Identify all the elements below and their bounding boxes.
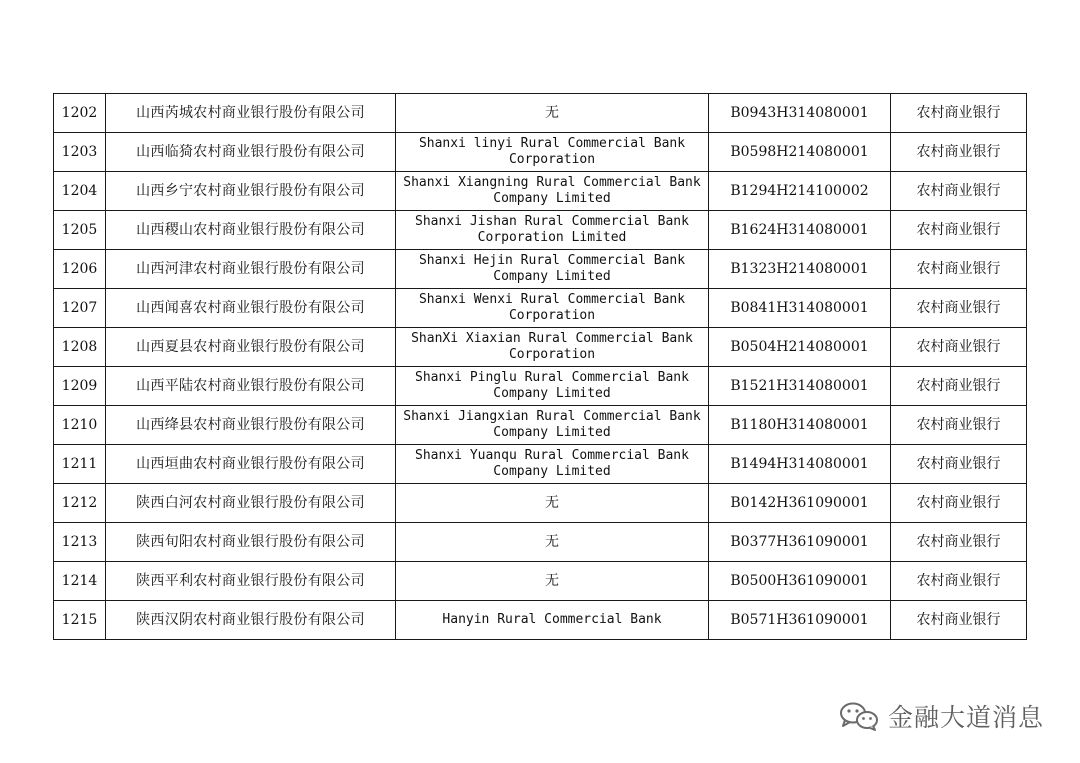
institution-code-cell: B1521H314080001 xyxy=(709,367,891,406)
institution-type-cell: 农村商业银行 xyxy=(891,211,1027,250)
institution-type-cell: 农村商业银行 xyxy=(891,406,1027,445)
institution-type-cell: 农村商业银行 xyxy=(891,367,1027,406)
bank-list-table xyxy=(53,93,1027,640)
bank-name-en-line-1: 无 xyxy=(545,573,559,589)
table-body xyxy=(54,94,1027,640)
bank-name-en-cell xyxy=(396,601,709,640)
bank-name-en-line-1: Shanxi Pinglu Rural Commercial Bank xyxy=(415,370,689,385)
table-row xyxy=(54,367,1027,406)
table-row xyxy=(54,133,1027,172)
bank-name-en-cell xyxy=(396,406,709,445)
row-number-cell: 1204 xyxy=(54,172,106,211)
bank-name-cn-cell: 山西夏县农村商业银行股份有限公司 xyxy=(106,328,396,367)
row-number-cell: 1203 xyxy=(54,133,106,172)
row-number-cell: 1202 xyxy=(54,94,106,133)
institution-code-cell: B0504H214080001 xyxy=(709,328,891,367)
table-row xyxy=(54,445,1027,484)
bank-name-en-line-1: Shanxi Jiangxian Rural Commercial Bank xyxy=(403,409,701,424)
institution-code-cell: B0377H361090001 xyxy=(709,523,891,562)
institution-code-cell: B1180H314080001 xyxy=(709,406,891,445)
bank-name-en-cell xyxy=(396,367,709,406)
bank-name-cn-cell: 山西河津农村商业银行股份有限公司 xyxy=(106,250,396,289)
row-number-cell: 1213 xyxy=(54,523,106,562)
institution-type-cell: 农村商业银行 xyxy=(891,523,1027,562)
row-number-cell: 1210 xyxy=(54,406,106,445)
bank-name-en-cell xyxy=(396,445,709,484)
row-number-cell: 1209 xyxy=(54,367,106,406)
table-row xyxy=(54,250,1027,289)
bank-name-en-cell xyxy=(396,289,709,328)
bank-name-cn-cell: 山西乡宁农村商业银行股份有限公司 xyxy=(106,172,396,211)
institution-type-cell: 农村商业银行 xyxy=(891,562,1027,601)
table-row xyxy=(54,484,1027,523)
institution-code-cell: B1624H314080001 xyxy=(709,211,891,250)
bank-name-cn-cell: 山西稷山农村商业银行股份有限公司 xyxy=(106,211,396,250)
bank-name-en-line-2: Company Limited xyxy=(493,386,611,401)
bank-name-en-line-1: Hanyin Rural Commercial Bank xyxy=(442,612,662,627)
bank-name-en-cell xyxy=(396,562,709,601)
bank-name-en-line-1: Shanxi Yuanqu Rural Commercial Bank xyxy=(415,448,689,463)
row-number-cell: 1208 xyxy=(54,328,106,367)
institution-type-cell: 农村商业银行 xyxy=(891,484,1027,523)
bank-name-en-line-2: Corporation Limited xyxy=(477,230,627,245)
bank-name-en-line-2: Company Limited xyxy=(493,464,611,479)
institution-type-cell: 农村商业银行 xyxy=(891,601,1027,640)
watermark xyxy=(838,696,1044,736)
bank-name-cn-cell: 山西临猗农村商业银行股份有限公司 xyxy=(106,133,396,172)
bank-name-en-line-2: Corporation xyxy=(508,347,596,362)
bank-name-en-cell xyxy=(396,250,709,289)
bank-name-en-line-2: Corporation xyxy=(508,308,596,323)
institution-type-cell: 农村商业银行 xyxy=(891,445,1027,484)
table-row xyxy=(54,601,1027,640)
institution-type-cell: 农村商业银行 xyxy=(891,94,1027,133)
bank-name-cn-cell: 陕西平利农村商业银行股份有限公司 xyxy=(106,562,396,601)
row-number-cell: 1205 xyxy=(54,211,106,250)
institution-type-cell: 农村商业银行 xyxy=(891,289,1027,328)
bank-name-cn-cell: 山西平陆农村商业银行股份有限公司 xyxy=(106,367,396,406)
bank-name-cn-cell: 山西绛县农村商业银行股份有限公司 xyxy=(106,406,396,445)
row-number-cell: 1207 xyxy=(54,289,106,328)
bank-name-en-line-2: Company Limited xyxy=(493,191,611,206)
bank-name-cn-cell: 陕西旬阳农村商业银行股份有限公司 xyxy=(106,523,396,562)
bank-name-cn-cell: 山西垣曲农村商业银行股份有限公司 xyxy=(106,445,396,484)
bank-name-en-cell xyxy=(396,172,709,211)
table-row xyxy=(54,406,1027,445)
row-number-cell: 1211 xyxy=(54,445,106,484)
bank-name-en-line-1: Shanxi linyi Rural Commercial Bank xyxy=(418,136,686,151)
bank-name-en-cell xyxy=(396,484,709,523)
row-number-cell: 1212 xyxy=(54,484,106,523)
institution-code-cell: B1323H214080001 xyxy=(709,250,891,289)
institution-type-cell: 农村商业银行 xyxy=(891,328,1027,367)
bank-name-en-line-1: Shanxi Wenxi Rural Commercial Bank xyxy=(418,292,686,307)
bank-name-en-line-2: Company Limited xyxy=(493,269,611,284)
wechat-icon xyxy=(838,700,880,732)
bank-name-en-line-1: Shanxi Hejin Rural Commercial Bank xyxy=(418,253,686,268)
row-number-cell: 1206 xyxy=(54,250,106,289)
bank-name-en-line-2: Company Limited xyxy=(493,425,611,440)
institution-type-cell: 农村商业银行 xyxy=(891,250,1027,289)
table-row xyxy=(54,94,1027,133)
bank-name-en-line-1: Shanxi Jishan Rural Commercial Bank xyxy=(415,214,689,229)
institution-code-cell: B0598H214080001 xyxy=(709,133,891,172)
table-row xyxy=(54,562,1027,601)
institution-type-cell: 农村商业银行 xyxy=(891,133,1027,172)
institution-code-cell: B0571H361090001 xyxy=(709,601,891,640)
table-row xyxy=(54,211,1027,250)
bank-name-en-cell xyxy=(396,211,709,250)
institution-code-cell: B1494H314080001 xyxy=(709,445,891,484)
bank-name-en-cell xyxy=(396,133,709,172)
bank-name-en-cell xyxy=(396,94,709,133)
watermark-text: 金融大道消息 xyxy=(887,703,1044,732)
table-row xyxy=(54,523,1027,562)
institution-code-cell: B0500H361090001 xyxy=(709,562,891,601)
institution-code-cell: B0142H361090001 xyxy=(709,484,891,523)
table-row xyxy=(54,289,1027,328)
bank-name-cn-cell: 陕西白河农村商业银行股份有限公司 xyxy=(106,484,396,523)
institution-code-cell: B0841H314080001 xyxy=(709,289,891,328)
bank-name-en-line-1: ShanXi Xiaxian Rural Commercial Bank xyxy=(411,331,693,346)
bank-name-en-line-1: 无 xyxy=(545,534,559,550)
institution-code-cell: B1294H214100002 xyxy=(709,172,891,211)
bank-name-en-line-1: 无 xyxy=(545,105,559,121)
row-number-cell: 1214 xyxy=(54,562,106,601)
bank-name-cn-cell: 陕西汉阴农村商业银行股份有限公司 xyxy=(106,601,396,640)
bank-name-en-line-1: 无 xyxy=(545,495,559,511)
bank-name-cn-cell: 山西闻喜农村商业银行股份有限公司 xyxy=(106,289,396,328)
bank-name-cn-cell: 山西芮城农村商业银行股份有限公司 xyxy=(106,94,396,133)
bank-name-en-cell xyxy=(396,328,709,367)
institution-type-cell: 农村商业银行 xyxy=(891,172,1027,211)
bank-name-en-line-2: Corporation xyxy=(508,152,596,167)
bank-name-en-cell xyxy=(396,523,709,562)
bank-name-en-line-1: Shanxi Xiangning Rural Commercial Bank xyxy=(403,175,701,190)
table-row xyxy=(54,172,1027,211)
row-number-cell: 1215 xyxy=(54,601,106,640)
table-row xyxy=(54,328,1027,367)
institution-code-cell: B0943H314080001 xyxy=(709,94,891,133)
